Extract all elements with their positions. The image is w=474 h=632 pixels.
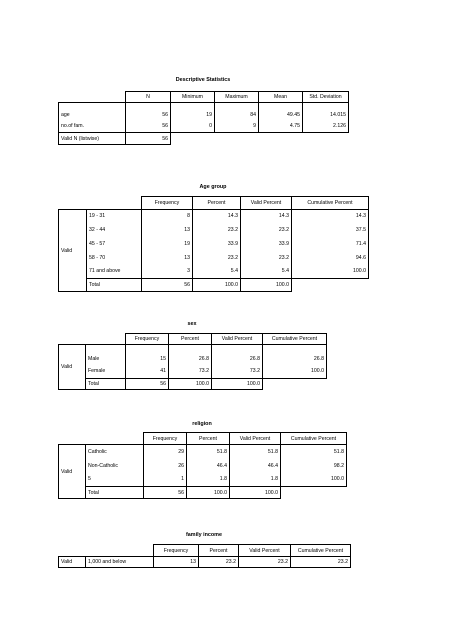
- cell: 23.2: [241, 223, 292, 237]
- column-header: Cumulative Percent: [281, 433, 347, 445]
- column-header: Valid Percent: [230, 433, 281, 445]
- column-header: Maximum: [215, 92, 259, 103]
- cell: 23.2: [239, 557, 291, 568]
- row-label: Female: [86, 365, 126, 379]
- row-label: 45 - 57: [87, 237, 142, 251]
- cell: 0: [171, 121, 215, 133]
- table-header-row: [59, 334, 327, 345]
- family-income-table: [58, 544, 351, 568]
- column-header: Minimum: [171, 92, 215, 103]
- cell: 14.015: [303, 110, 349, 121]
- column-header: Percent: [187, 433, 230, 445]
- sex-table: [58, 333, 327, 390]
- cell: 56: [126, 379, 169, 390]
- cell: 49.45: [259, 110, 303, 121]
- cell: 100.0: [212, 379, 263, 390]
- table-row: [59, 237, 369, 251]
- cell: 5.4: [193, 265, 241, 279]
- cell: 13: [142, 251, 193, 265]
- row-label: Total: [87, 279, 142, 292]
- table-header-row: [59, 92, 349, 103]
- column-header: Percent: [169, 334, 212, 345]
- table-header-row: [59, 433, 347, 445]
- cell: 14.3: [193, 210, 241, 223]
- spacer-row: [59, 345, 327, 353]
- table-header-row: [59, 545, 351, 557]
- table-row-total: [59, 487, 347, 499]
- cell: 23.2: [199, 557, 239, 568]
- cell: 26.8: [212, 353, 263, 365]
- table-row: [59, 210, 369, 223]
- cell: 13: [154, 557, 199, 568]
- cell: 23.2: [193, 251, 241, 265]
- cell: 14.3: [241, 210, 292, 223]
- age-group-table: [58, 196, 369, 292]
- column-header: Frequency: [126, 334, 169, 345]
- age-group-title: Age group: [199, 184, 227, 190]
- table-row: [59, 353, 327, 365]
- table-row: [59, 121, 349, 133]
- corner-cell: [59, 433, 144, 445]
- table-row: [59, 265, 369, 279]
- descriptive-statistics-title: Descriptive Statistics: [175, 77, 231, 83]
- corner-cell: [59, 197, 142, 210]
- row-label: no.of fam.: [59, 121, 126, 133]
- column-header: Mean: [259, 92, 303, 103]
- cell: 100.0: [187, 487, 230, 499]
- cell: 84: [215, 110, 259, 121]
- corner-cell: [59, 545, 154, 557]
- row-label: 1,000 and below: [86, 557, 154, 568]
- row-label: Catholic: [86, 445, 144, 459]
- cell: 46.4: [230, 459, 281, 473]
- cell: 73.2: [212, 365, 263, 379]
- cell: 23.2: [291, 557, 351, 568]
- table-row: [59, 445, 347, 459]
- table-row-total: [59, 279, 369, 292]
- row-label: 58 - 70: [87, 251, 142, 265]
- table-row: [59, 557, 351, 568]
- column-header: Frequency: [142, 197, 193, 210]
- group-label: Valid: [59, 345, 86, 390]
- table-row: [59, 110, 349, 121]
- row-label: Total: [86, 379, 126, 390]
- cell: 100.0: [292, 265, 369, 279]
- spacer-row: [59, 103, 349, 110]
- religion-title: religion: [192, 421, 212, 427]
- cell: 100.0: [169, 379, 212, 390]
- sex-title: sex: [187, 321, 197, 327]
- cell: 100.0: [263, 365, 327, 379]
- cell: 1.8: [187, 473, 230, 487]
- cell: 13: [142, 223, 193, 237]
- cell: 94.6: [292, 251, 369, 265]
- group-label: Valid: [59, 557, 86, 568]
- row-label: Non-Catholic: [86, 459, 144, 473]
- cell: 51.8: [187, 445, 230, 459]
- table-row: [59, 459, 347, 473]
- column-header: Frequency: [144, 433, 187, 445]
- cell: 15: [126, 353, 169, 365]
- column-header: Valid Percent: [212, 334, 263, 345]
- cell: 2.126: [303, 121, 349, 133]
- cell: 51.8: [281, 445, 347, 459]
- table-row: [59, 223, 369, 237]
- cell: 73.2: [169, 365, 212, 379]
- column-header: Cumulative Percent: [291, 545, 351, 557]
- cell: 19: [142, 237, 193, 251]
- cell: 46.4: [187, 459, 230, 473]
- cell: 8: [142, 210, 193, 223]
- religion-table: [58, 432, 347, 499]
- cell: 5.4: [241, 265, 292, 279]
- row-label: Total: [86, 487, 144, 499]
- cell: 33.9: [193, 237, 241, 251]
- family-income-title: family income: [186, 532, 222, 538]
- cell: 100.0: [230, 487, 281, 499]
- cell: 100.0: [241, 279, 292, 292]
- column-header: Frequency: [154, 545, 199, 557]
- column-header: Valid Percent: [241, 197, 292, 210]
- cell: 100.0: [193, 279, 241, 292]
- cell: 98.2: [281, 459, 347, 473]
- cell: 26.8: [169, 353, 212, 365]
- table-row: [59, 133, 349, 145]
- cell: 56: [144, 487, 187, 499]
- group-label: Valid: [59, 210, 87, 292]
- corner-cell: [59, 92, 126, 103]
- table-row: [59, 365, 327, 379]
- cell: 1: [144, 473, 187, 487]
- cell: 71.4: [292, 237, 369, 251]
- row-label: age: [59, 110, 126, 121]
- cell: 23.2: [241, 251, 292, 265]
- table-row: [59, 251, 369, 265]
- descriptive-statistics-table: [58, 91, 349, 145]
- cell: 14.3: [292, 210, 369, 223]
- row-label: 32 - 44: [87, 223, 142, 237]
- cell: 26: [144, 459, 187, 473]
- corner-cell: [59, 334, 126, 345]
- cell: 56: [126, 121, 171, 133]
- cell: 4.75: [259, 121, 303, 133]
- cell: 1.8: [230, 473, 281, 487]
- column-header: N: [126, 92, 171, 103]
- row-label: 19 - 31: [87, 210, 142, 223]
- row-label: 5: [86, 473, 144, 487]
- cell: 26.8: [263, 353, 327, 365]
- row-label: 71 and above: [87, 265, 142, 279]
- cell: 56: [126, 110, 171, 121]
- column-header: Percent: [193, 197, 241, 210]
- table-row: [59, 473, 347, 487]
- row-label: Male: [86, 353, 126, 365]
- cell: 41: [126, 365, 169, 379]
- group-label: Valid: [59, 445, 86, 499]
- cell: 56: [142, 279, 193, 292]
- column-header: Valid Percent: [239, 545, 291, 557]
- cell: 19: [171, 110, 215, 121]
- column-header: Cumulative Percent: [263, 334, 327, 345]
- cell: 33.9: [241, 237, 292, 251]
- row-label: Valid N (listwise): [59, 133, 126, 145]
- column-header: Std. Deviation: [303, 92, 349, 103]
- cell: 3: [142, 265, 193, 279]
- table-header-row: [59, 197, 369, 210]
- cell: 29: [144, 445, 187, 459]
- cell: 56: [126, 133, 171, 145]
- cell: 23.2: [193, 223, 241, 237]
- column-header: Cumulative Percent: [292, 197, 369, 210]
- table-row-total: [59, 379, 327, 390]
- cell: 51.8: [230, 445, 281, 459]
- column-header: Percent: [199, 545, 239, 557]
- cell: 37.5: [292, 223, 369, 237]
- cell: 100.0: [281, 473, 347, 487]
- cell: 9: [215, 121, 259, 133]
